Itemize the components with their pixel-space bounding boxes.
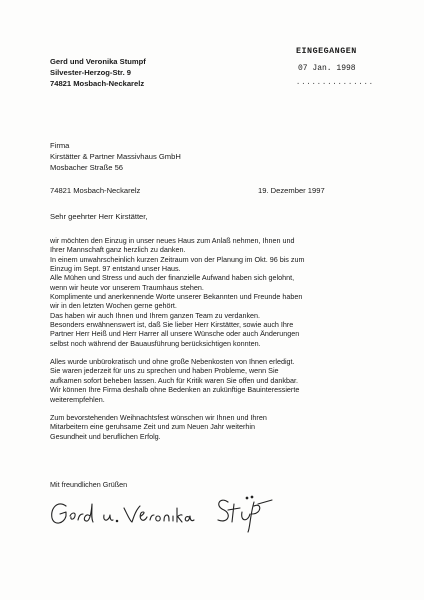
body-line: wenn wir heute vor unserem Traumhaus stehen. bbox=[50, 282, 204, 292]
body-paragraph bbox=[50, 236, 380, 348]
body-line: wir in den letzten Wochen gerne gehört. bbox=[50, 301, 177, 311]
body-line: selbst noch während der Bauausführung berücksichtigen konnten. bbox=[50, 338, 261, 348]
body-line: Einzug im Sept. 97 entstand unser Haus. bbox=[50, 264, 181, 274]
body-line: Wir können Ihre Firma deshalb ohne Bedenken an zukünftige Bauinteressierte bbox=[50, 385, 300, 395]
body-line: Alles wurde unbürokratisch und ohne große Nebenkosten von Ihnen erledigt. bbox=[50, 357, 295, 367]
sender-city: 74821 Mosbach-Neckarelz bbox=[50, 79, 145, 88]
body-line: wir möchten den Einzug in unser neues Haus zum Anlaß nehmen, Ihnen und bbox=[50, 236, 295, 245]
body-line: Das haben wir auch Ihnen und Ihrem ganzen Team zu verdanken. bbox=[50, 310, 261, 320]
body-line: Partner Herr Heiß und Herr Harrer all unsere Wünsche oder auch Änderungen bbox=[50, 329, 300, 339]
sender-street: Silvester-Herzog-Str. 9 bbox=[50, 68, 132, 77]
recipient-line-2: Kirstätter & Partner Massivhaus GmbH bbox=[50, 152, 181, 161]
body-line: weiterempfehlen. bbox=[50, 394, 105, 404]
body-line: Zum bevorstehenden Weihnachtsfest wünschen wir Ihnen und Ihren bbox=[50, 412, 267, 422]
salutation: Sehr geehrter Herr Kirstätter, bbox=[50, 212, 148, 221]
sender-name: Gerd und Veronika Stumpf bbox=[50, 57, 146, 66]
body-line: Sie waren jederzeit für uns zu sprechen und haben Probleme, wenn Sie bbox=[50, 366, 279, 376]
stamp-date: 07 Jan. 1998 bbox=[298, 64, 356, 73]
recipient-line-3: Mosbacher Straße 56 bbox=[50, 163, 124, 172]
body-line: Ihrer Mannschaft ganz herzlich zu danken. bbox=[50, 245, 186, 255]
letter-date: 19. Dezember 1997 bbox=[258, 186, 325, 195]
body-line: Gesundheit und beruflichen Erfolg. bbox=[50, 431, 161, 441]
letter-body bbox=[50, 236, 380, 450]
stamp-title: EINGEGANGEN bbox=[296, 46, 357, 56]
body-line: Alle Mühen und Stress und auch der finanzielle Aufwand haben sich gelohnt, bbox=[50, 273, 295, 283]
stamp-dotted-line: ............... bbox=[296, 79, 375, 87]
sender-address bbox=[50, 56, 146, 89]
body-paragraph bbox=[50, 413, 380, 441]
body-line: Komplimente und anerkennende Worte unserer Bekannten und Freunde haben bbox=[50, 292, 303, 302]
body-line: Mitarbeitern eine geruhsame Zeit und zum Neuen Jahr weiterhin bbox=[50, 422, 255, 432]
recipient-city: 74821 Mosbach-Neckarelz bbox=[50, 186, 141, 195]
body-line: Besonders erwähnenswert ist, daß Sie lieber Herr Kirstätter, sowie auch Ihre bbox=[50, 320, 294, 330]
closing: Mit freundlichen Grüßen bbox=[50, 480, 128, 489]
body-line: In einem unwahrscheinlich kurzen Zeitraum von der Planung im Okt. 96 bis zum bbox=[50, 254, 305, 264]
received-stamp bbox=[296, 46, 375, 87]
body-line: aufkamen sofort beheben lassen. Auch für Kritik waren Sie offen und dankbar. bbox=[50, 375, 298, 385]
recipient-line-1: Firma bbox=[50, 141, 70, 150]
recipient-address bbox=[50, 140, 181, 173]
handwritten-signature bbox=[44, 486, 274, 534]
body-paragraph bbox=[50, 357, 380, 404]
